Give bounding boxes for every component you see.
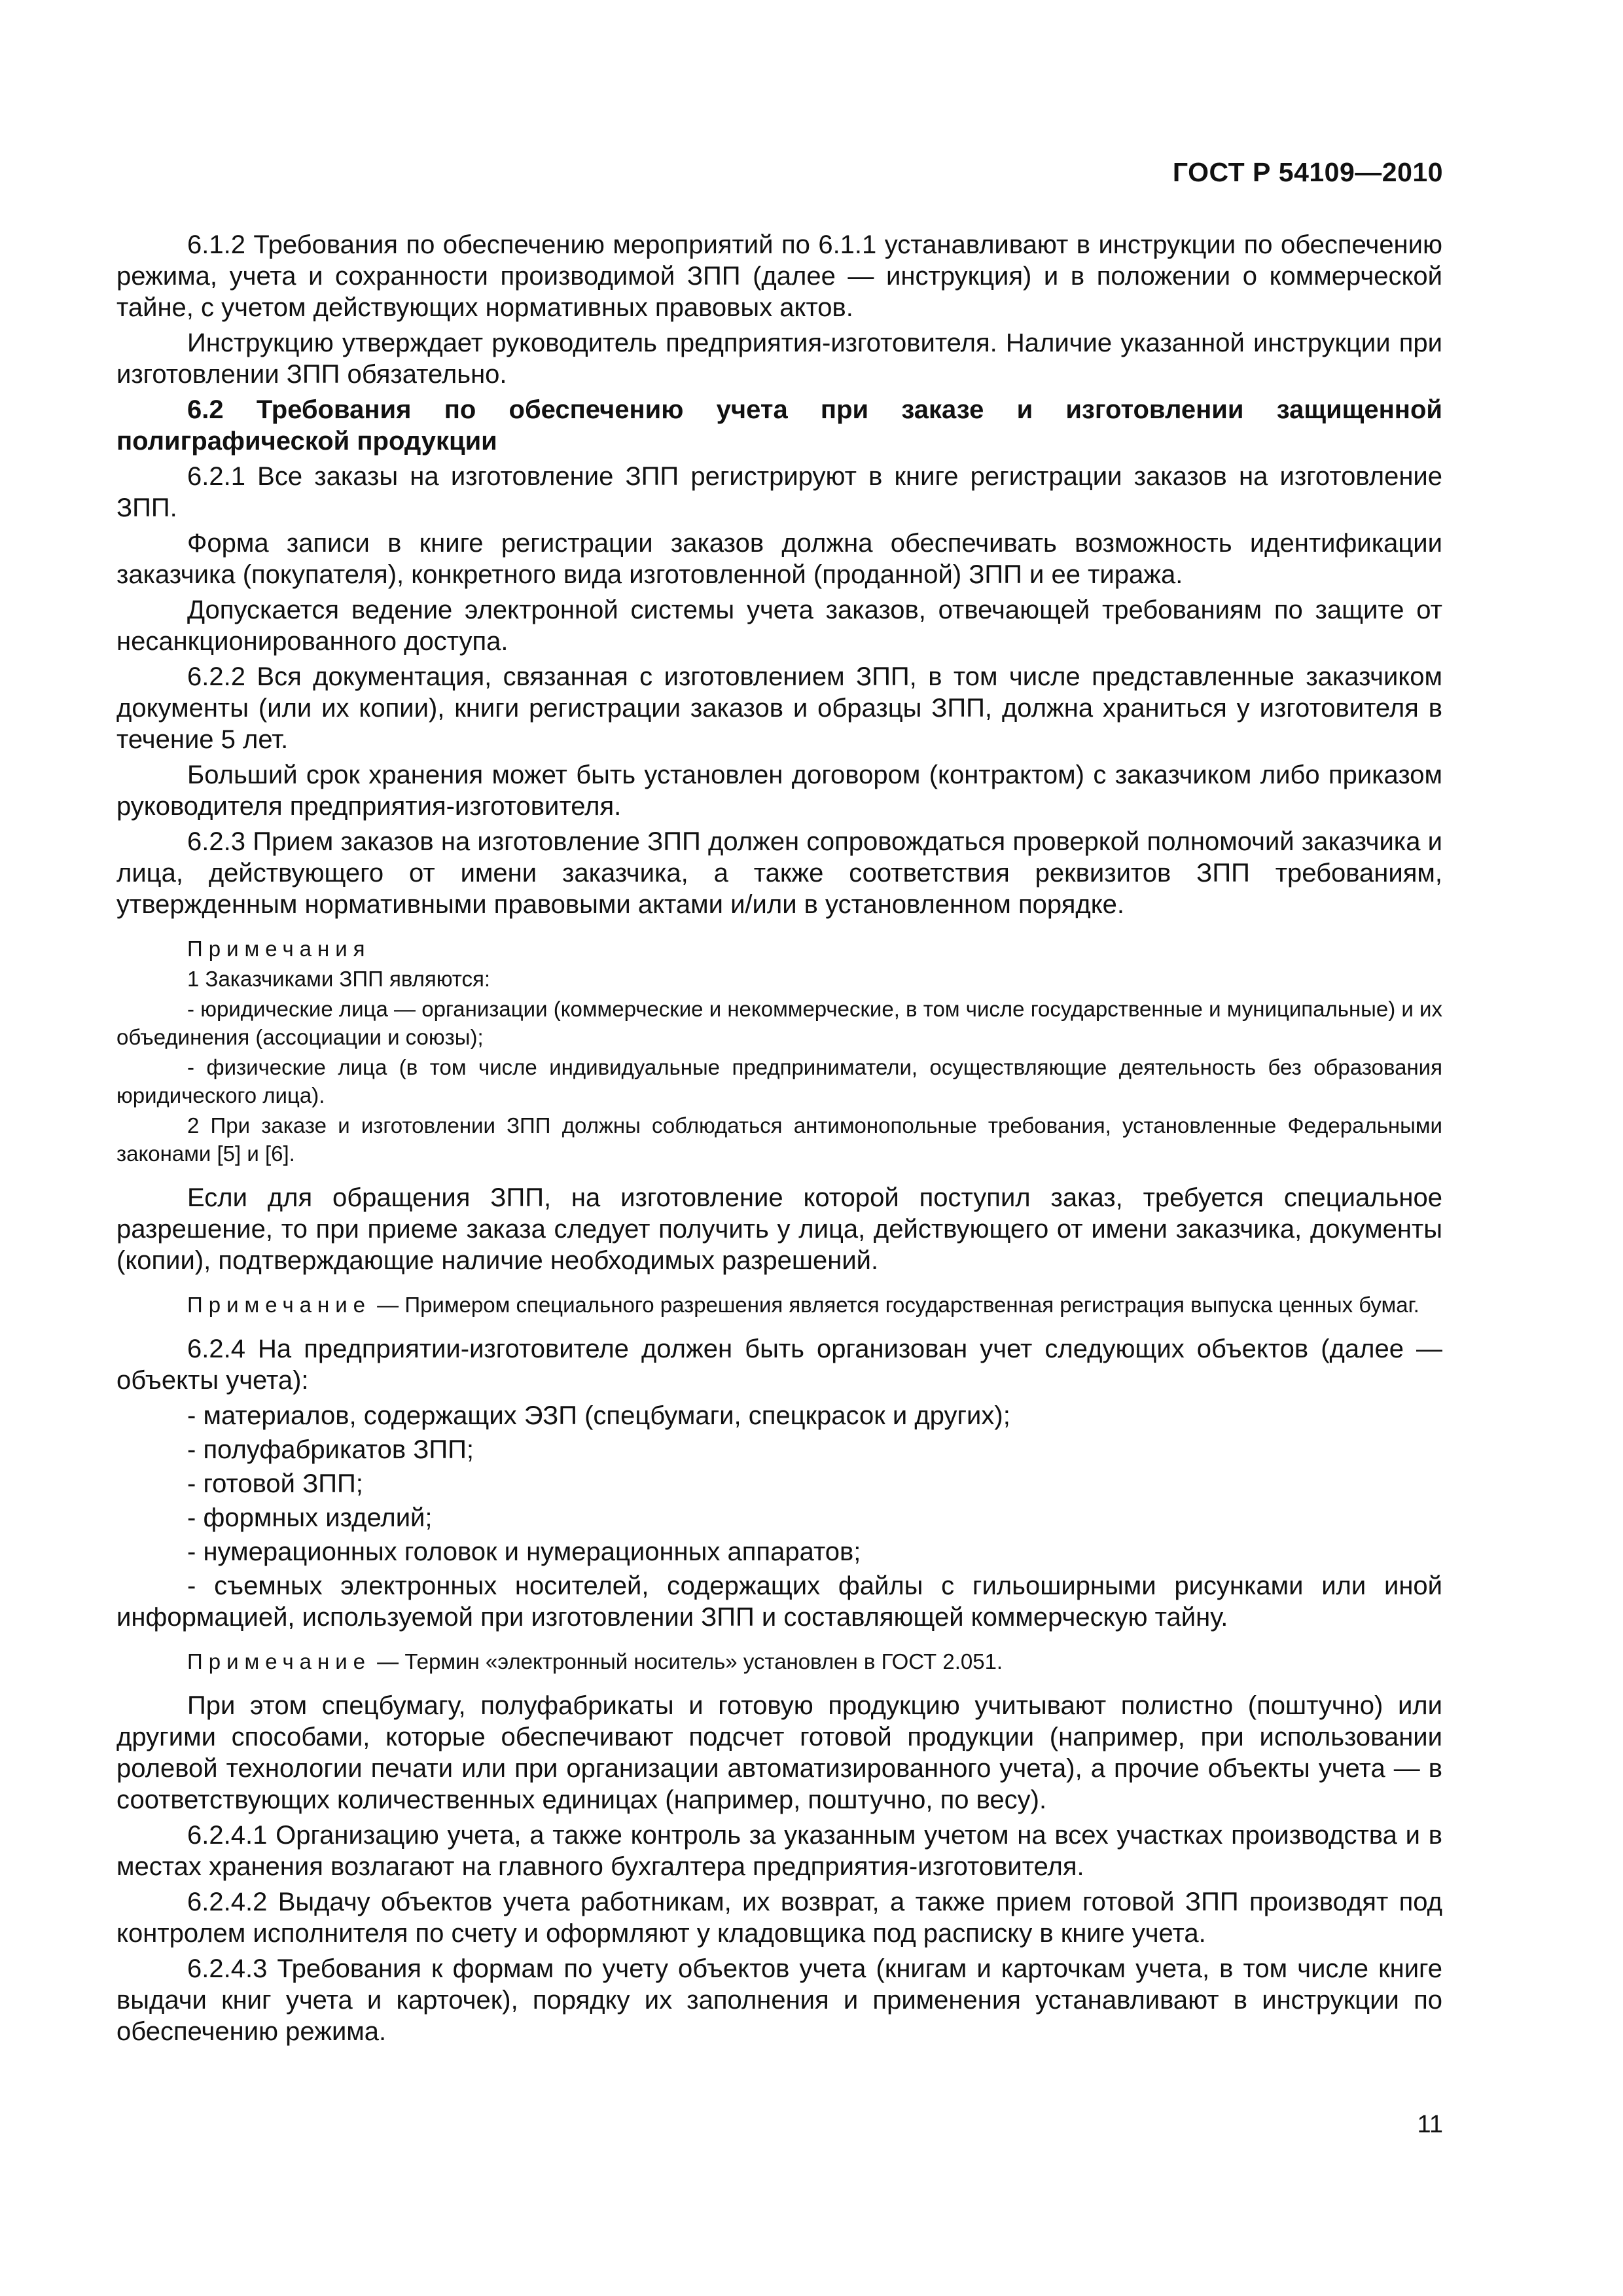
paragraph-6-1-2: 6.1.2 Требования по обеспечению мероприятий по 6.1.1 устанавливают в инструкции по обеспечению режима, учета и сохранности производимой ЗПП (далее — инструкция) и в положении о коммерческой тайне, с учетом действующих нормативных правовых актов. [116,230,1442,322]
note-special-permission: Примечание — Примером специального разрешения является государственная регистрация выпуска ценных бумаг. [187,1293,1419,1317]
page-number: 11 [1417,2111,1443,2138]
notes-block-1 [116,935,1442,1168]
paragraph-6-2-4-2: 6.2.4.2 Выдачу объектов учета работникам, их возврат, а также прием готовой ЗПП производят под контролем исполнителя по счету и оформляют у кладовщика под расписку в книге учета. [116,1888,1442,1948]
section-heading-6-2: 6.2 Требования по обеспечению учета при заказе и изготовлении защищенной полиграфической продукции [116,395,1442,456]
note-1-legal-entities: - юридические лица — организации (коммерческие и некоммерческие, в том числе государственные и муниципальные) и их объединения (ассоциации и союзы); [116,995,1442,1051]
paragraph-6-2-4-1: 6.2.4.1 Организацию учета, а также контроль за указанным учетом на всех участках производства и в местах хранения возлагают на главного бухгалтера предприятия-изготовителя. [116,1821,1442,1881]
paragraph-electronic-system: Допускается ведение электронной системы учета заказов, отвечающей требованиям по защите от несанкционированного доступа. [116,596,1442,656]
list-item: - готовой ЗПП; [116,1468,1442,1499]
note-2: 2 При заказе и изготовлении ЗПП должны соблюдаться антимонопольные требования, установленные Федеральными законами [5] и [6]. [116,1113,1442,1166]
paragraph-record-form: Форма записи в книге регистрации заказов должна обеспечивать возможность идентификации заказчика (покупателя), конкретного вида изготовленной (проданной) ЗПП и ее тиража. [116,529,1442,589]
list-item: - материалов, содержащих ЭЗП (спецбумаги, спецкрасок и других); [116,1400,1442,1431]
list-item: - съемных электронных носителей, содержащих файлы с гильоширными рисунками или иной информацией, используемой при изготовлении ЗПП и составляющей коммерческую тайну. [116,1570,1442,1633]
note-1-individuals: - физические лица (в том числе индивидуальные предприниматели, осуществляющие деятельность без образования юридического лица). [116,1053,1442,1109]
note-1: 1 Заказчиками ЗПП являются: [187,967,491,991]
list-item: - нумерационных головок и нумерационных аппаратов; [116,1536,1442,1568]
list-item: - формных изделий; [116,1502,1442,1534]
standard-header: ГОСТ Р 54109—2010 [1172,157,1443,187]
paragraph-storage-term: Больший срок хранения может быть установлен договором (контрактом) с заказчиком либо приказом руководителя предприятия-изготовителя. [116,761,1442,821]
list-item: - полуфабрикатов ЗПП; [116,1434,1442,1465]
paragraph-6-2-3: 6.2.3 Прием заказов на изготовление ЗПП должен сопровождаться проверкой полномочий заказчика и лица, действующего от имени заказчика, а также соответствия реквизитов ЗПП требованиям, утвержденным нормативными правовыми актами и/или в установленном порядке. [116,827,1442,919]
paragraph-6-2-2: 6.2.2 Вся документация, связанная с изготовлением ЗПП, в том числе представленные заказчиком документы (или их копии), книги регистрации заказов и образцы ЗПП, должна храниться у изготовителя в течение 5 лет. [116,662,1442,754]
paragraph-instruction-approval: Инструкцию утверждает руководитель предприятия-изготовителя. Наличие указанной инструкции при изготовлении ЗПП обязательно. [116,329,1442,389]
paragraph-special-permission: Если для обращения ЗПП, на изготовление которой поступил заказ, требуется специальное разрешение, то при приеме заказа следует получить у лица, действующего от имени заказчика, документы (копии), подтверждающие наличие необходимых разрешений. [116,1183,1442,1275]
paragraph-6-2-4-3: 6.2.4.3 Требования к формам по учету объектов учета (книгам и карточкам учета, в том числе книге выдачи книг учета и карточек), порядку их заполнения и применения устанавливают в инструкции по обеспечению режима. [116,1954,1442,2046]
document-body [116,229,1442,2051]
notes-title: Примечания [187,937,371,961]
paragraph-sheet-accounting: При этом спецбумагу, полуфабрикаты и готовую продукцию учитывают полистно (поштучно) или другими способами, которые обеспечивают подсчет готовой продукции (например, при использовании ролевой технологии печати или при организации автоматизированного учета), а прочие объекты учета — в соответствующих количественных единицах (например, поштучно, по весу). [116,1691,1442,1814]
note-electronic-carrier: Примечание — Термин «электронный носитель» установлен в ГОСТ 2.051. [187,1649,1003,1674]
accounting-objects-list [116,1400,1442,1633]
paragraph-6-2-1: 6.2.1 Все заказы на изготовление ЗПП регистрируют в книге регистрации заказов на изготовление ЗПП. [116,462,1442,522]
paragraph-6-2-4: 6.2.4 На предприятии-изготовителе должен быть организован учет следующих объектов (далее — объекты учета): [116,1335,1442,1395]
